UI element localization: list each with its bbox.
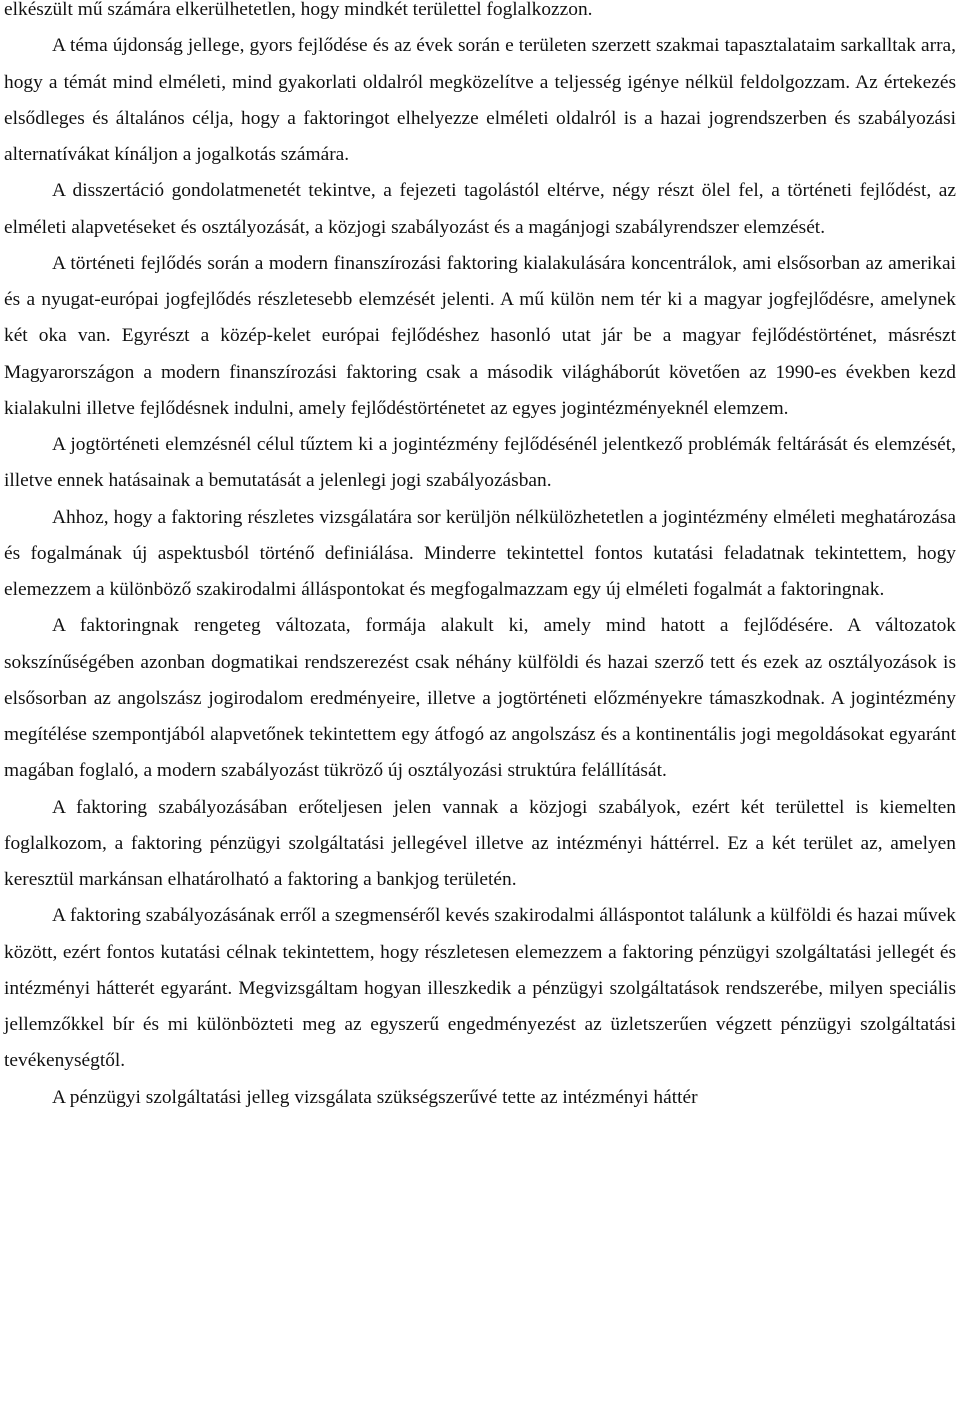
paragraph-structure: A disszertáció gondolatmenetét tekintve, a fejezeti tagolástól eltérve, négy részt ölel fel, a történeti fejlődést, az elméleti alapvetéseket és osztályozását, a közjogi szabályozást és a magánjogi szabályrendszer elemzését.	[4, 180, 956, 238]
paragraph-institutional-background: A pénzügyi szolgáltatási jelleg vizsgálata szükségszerűvé tette az intézményi háttér	[52, 1086, 698, 1108]
paragraph-legal-history-goal: A jogtörténeti elemzésnél célul tűztem ki a jogintézmény fejlődésénél jelentkező problémák feltárását és elemzését, illetve ennek hatásainak a bemutatását a jelenlegi jogi szabályozásban.	[4, 434, 956, 492]
document-page	[4, 0, 956, 1116]
paragraph-financial-services: A faktoring szabályozásának erről a szegmenséről kevés szakirodalmi álláspontot találunk a külföldi és hazai művek között, ezért fontos kutatási célnak tekintettem, hogy részletesen elemezzem a faktoring pénzügyi szolgáltatási jellegét és intézményi hátterét egyaránt. Megvizsgáltam hogyan illeszkedik a pénzügyi szolgáltatások rendszerébe, milyen speciális jellemzőkkel bír és mi különbözteti meg az egyszerű engedményezést az üzletszerűen végzett pénzügyi szolgáltatási tevékenységtől.	[4, 905, 956, 1072]
paragraph-public-law: A faktoring szabályozásában erőteljesen jelen vannak a közjogi szabályok, ezért két területtel is kiemelten foglalkozom, a faktoring pénzügyi szolgáltatási jellegével illetve az intézményi háttérrel. Ez a két terület az, amelyen keresztül markánsan elhatárolható a faktoring a bankjog területén.	[4, 796, 956, 890]
paragraph-topic-motivation: A téma újdonság jellege, gyors fejlődése és az évek során e területen szerzett szakmai tapasztalataim sarkalltak arra, hogy a témát mind elméleti, mind gyakorlati oldalról megközelítve a teljesség igénye nélkül feldolgozzam. Az értekezés elsődleges és általános célja, hogy a faktoringot elhelyezze elméleti oldalról is a hazai jogrendszerben és szabályozási alternatívákat kínáljon a jogalkotás számára.	[4, 35, 956, 165]
paragraph-definition: Ahhoz, hogy a faktoring részletes vizsgálatára sor kerüljön nélkülözhetetlen a jogintézmény elméleti meghatározása és fogalmának új aspektusból történő definiálása. Minderre tekintettel fontos kutatási feladatnak tekintettem, hogy elemezzem a különböző szakirodalmi álláspontokat és megfogalmazzam egy új elméleti fogalmát a faktoringnak.	[4, 506, 956, 600]
paragraph-historical-development: A történeti fejlődés során a modern finanszírozási faktoring kialakulására koncentrálok, ami elsősorban az amerikai és a nyugat-európai jogfejlődés részletesebb elemzését jelenti. A mű külön nem tér ki a magyar jogfejlődésre, amelynek két oka van. Egyrészt a közép-kelet európai fejlődéshez hasonló utat jár be a magyar fejlődéstörténet, másrészt Magyarországon a modern finanszírozási faktoring csak a második világháborút követően az 1990-es években kezd kialakulni illetve fejlődésnek indulni, amely fejlődéstörténetet az egyes jogintézményeknél elemzem.	[4, 252, 956, 419]
paragraph-continuation: elkészült mű számára elkerülhetetlen, hogy mindkét területtel foglalkozzon.	[4, 0, 593, 20]
paragraph-classification: A faktoringnak rengeteg változata, formája alakult ki, amely mind hatott a fejlődésére. A változatok sokszínűségében azonban dogmatikai rendszerezést csak néhány külföldi és hazai szerző tett és ezek az osztályozások is elsősorban az angolszász jogirodalom eredményeire, illetve a jogtörténeti előzményekre támaszkodnak. A jogintézmény megítélése szempontjából alapvetőnek tekintettem egy átfogó az angolszász és a kontinentális jogi megoldásokat egyaránt magában foglaló, a modern szabályozást tükröző új osztályozási struktúra felállítását.	[4, 615, 956, 782]
